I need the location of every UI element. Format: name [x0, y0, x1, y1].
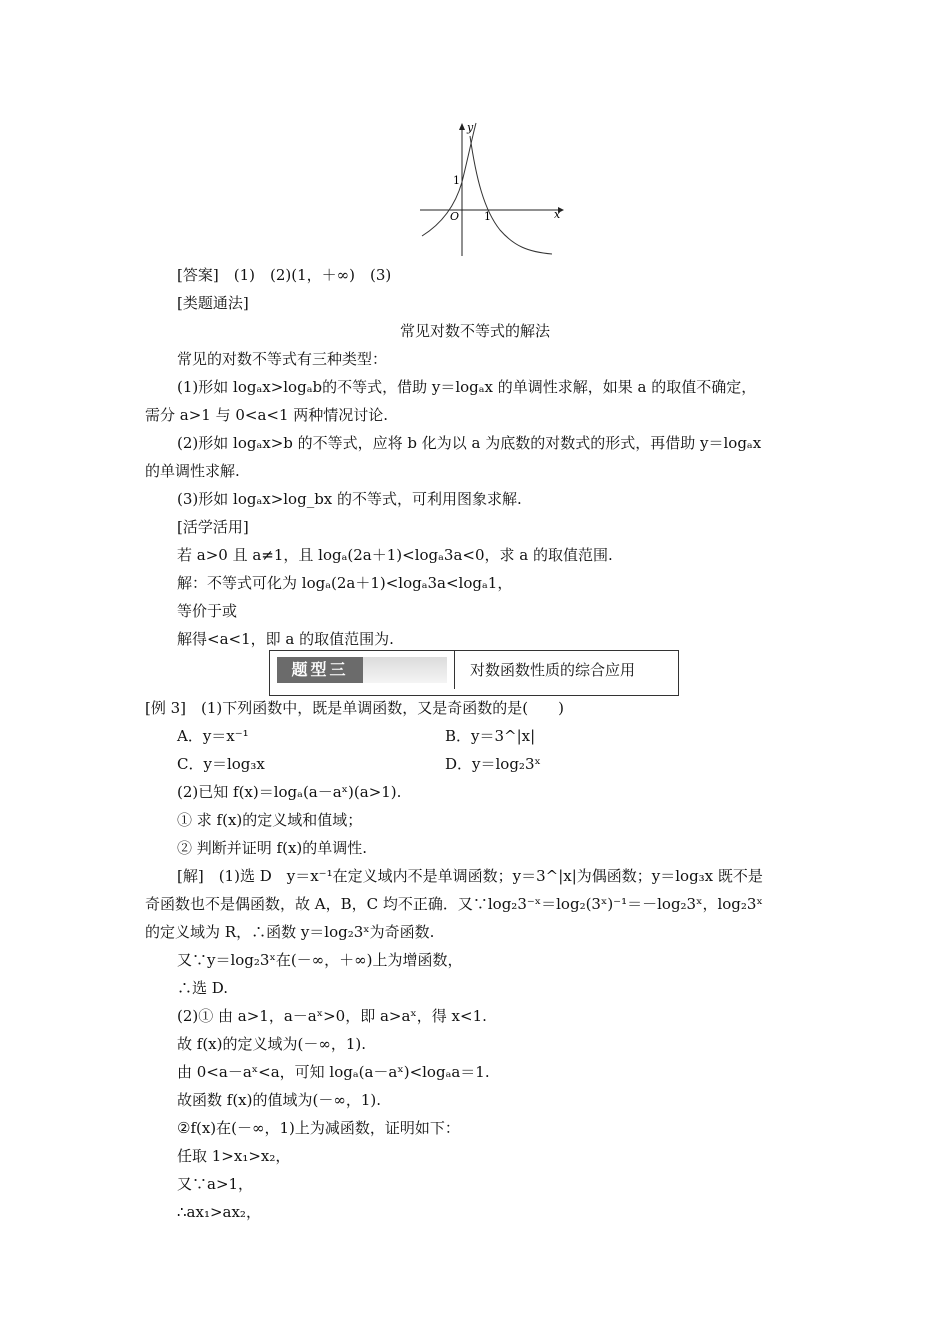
method-type1-line2: 需分 a>1 与 0<a<1 两种情况讨论.	[145, 406, 389, 424]
example-part2: (2)已知 f(x)＝logₐ(a－aˣ)(a>1).	[177, 783, 402, 801]
option-b: B．y＝3^|x|	[445, 727, 536, 745]
section-tag	[277, 657, 447, 683]
y-tick-label: 1	[453, 174, 460, 187]
method-title: 常见对数不等式的解法	[399, 322, 550, 340]
solution-line-4: 又∵y＝log₂3ˣ在(－∞，＋∞)上为增函数，	[177, 951, 463, 969]
practice-solution-3: 解得<a<1，即 a 的取值范围为.	[177, 630, 394, 648]
x-tick-label: 1	[484, 210, 491, 223]
solution-line-1: [解] (1)选 D y＝x⁻¹在定义域内不是单调函数；y＝3^|x|为偶函数；y＝log₃x 既不是	[177, 867, 763, 885]
method-type2-line2: 的单调性求解.	[145, 462, 240, 480]
x-axis-label: x	[554, 208, 561, 221]
decreasing-curve	[470, 136, 552, 254]
solution-line-9: 故函数 f(x)的值域为(－∞，1).	[177, 1091, 381, 1109]
practice-solution-1: 解：不等式可化为 logₐ(2a＋1)<logₐ3a<logₐ1，	[177, 574, 513, 592]
solution-line-11: 任取 1>x₁>x₂，	[177, 1147, 291, 1165]
solution-line-2: 奇函数也不是偶函数，故 A，B，C 均不正确．又∵log₂3⁻ˣ＝log₂(3ˣ)⁻¹＝－log₂3ˣ，log₂3ˣ	[145, 895, 763, 913]
option-d: D．y＝log₂3ˣ	[445, 755, 541, 773]
solution-line-10: ②f(x)在(－∞，1)上为减函数，证明如下：	[177, 1119, 460, 1137]
section-tag-label: 题型三	[277, 657, 363, 683]
example-part2-b: ② 判断并证明 f(x)的单调性.	[177, 839, 368, 857]
solution-line-13: ∴ax₁>ax₂，	[177, 1203, 261, 1221]
answer-line	[177, 265, 391, 285]
method-label: [类题通法]	[177, 294, 249, 312]
option-a: A．y＝x⁻¹	[177, 727, 249, 745]
y-axis-arrow	[459, 123, 465, 130]
solution-line-8: 由 0<a－aˣ<a，可知 logₐ(a－aˣ)<logₐa＝1.	[177, 1063, 490, 1081]
y-axis-label: y	[467, 121, 474, 134]
practice-question: 若 a>0 且 a≠1，且 logₐ(2a＋1)<logₐ3a<0，求 a 的取值范围.	[177, 546, 613, 564]
solution-line-5: ∴选 D.	[177, 979, 229, 997]
section-title: 对数函数性质的综合应用	[470, 661, 636, 679]
method-intro: 常见的对数不等式有三种类型：	[177, 350, 388, 368]
answer-label: [答案]	[177, 266, 219, 284]
section-banner	[269, 650, 679, 696]
practice-label: [活学活用]	[177, 518, 249, 536]
origin-label: O	[450, 210, 460, 223]
answer-text: (1) (2)(1，＋∞) (3)	[233, 266, 392, 284]
solution-line-7: 故 f(x)的定义域为(－∞，1).	[177, 1035, 366, 1053]
method-type1-line1: (1)形如 logₐx>logₐb的不等式，借助 y＝logₐx 的单调性求解，如果 a 的取值不确定，	[177, 378, 757, 396]
banner-divider	[454, 651, 455, 689]
option-c: C．y＝log₃x	[177, 755, 265, 773]
solution-line-3: 的定义域为 R，∴函数 y＝log₂3ˣ为奇函数.	[145, 923, 435, 941]
method-type2-line1: (2)形如 logₐx>b 的不等式，应将 b 化为以 a 为底数的对数式的形式，再借助 y＝logₐx	[177, 434, 762, 452]
solution-line-12: 又∵a>1，	[177, 1175, 254, 1193]
practice-solution-2: 等价于或	[177, 602, 238, 620]
solution-line-6: (2)① 由 a>1，a－aˣ>0，即 a>aˣ，得 x<1.	[177, 1007, 487, 1025]
example-part2-a: ① 求 f(x)的定义域和值域；	[177, 811, 363, 829]
function-graph	[418, 118, 568, 258]
example-question: [例 3] (1)下列函数中，既是单调函数，又是奇函数的是( )	[145, 699, 564, 717]
increasing-curve	[422, 123, 476, 236]
method-type3: (3)形如 logₐx>log_bx 的不等式，可利用图象求解.	[177, 490, 522, 508]
